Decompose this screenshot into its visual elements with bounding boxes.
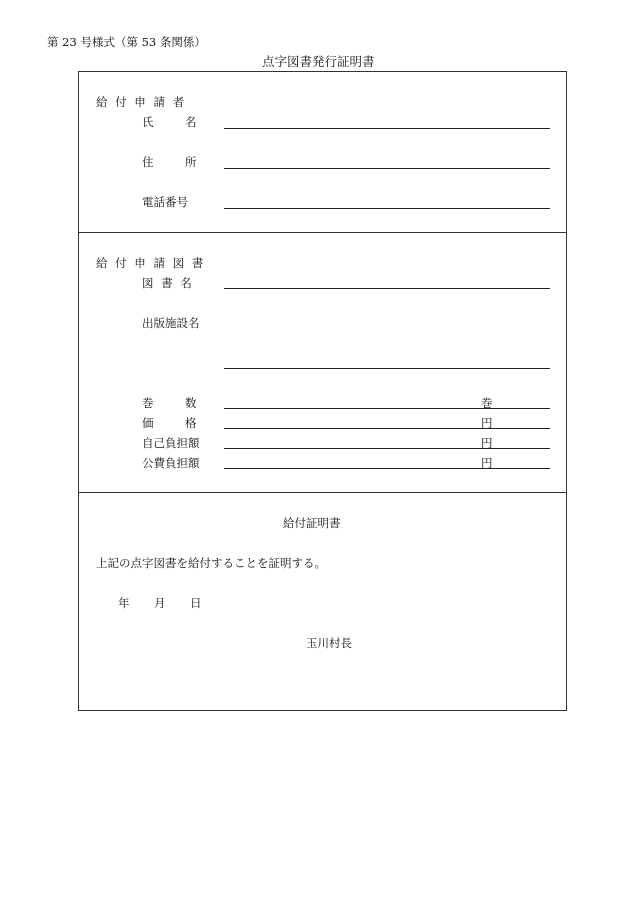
month-label: 月 bbox=[154, 596, 166, 610]
phone-label: 電話番号 bbox=[142, 195, 188, 209]
certificate-heading: 給付証明書 bbox=[283, 516, 341, 530]
certificate-statement: 上記の点字図書を給付することを証明する。 bbox=[96, 556, 326, 570]
self-pay-field[interactable] bbox=[224, 448, 550, 449]
public-pay-field[interactable] bbox=[224, 468, 550, 469]
price-field[interactable] bbox=[224, 428, 550, 429]
volumes-field[interactable] bbox=[224, 408, 550, 409]
self-pay-label: 自己負担額 bbox=[142, 436, 200, 450]
publisher-field[interactable] bbox=[224, 368, 550, 369]
publisher-label: 出版施設名 bbox=[142, 316, 200, 330]
address-label: 住 所 bbox=[142, 155, 207, 169]
name-field[interactable] bbox=[224, 128, 550, 129]
issuer-name: 玉川村長 bbox=[306, 636, 352, 650]
section-divider-2 bbox=[78, 492, 567, 493]
document-title: 点字図書発行証明書 bbox=[262, 54, 375, 69]
price-unit: 円 bbox=[481, 416, 493, 430]
year-label: 年 bbox=[118, 596, 130, 610]
book-heading: 給 付 申 請 図 書 bbox=[96, 256, 206, 270]
day-label: 日 bbox=[190, 596, 202, 610]
section-divider-1 bbox=[78, 232, 567, 233]
form-number: 第 23 号様式（第 53 条関係） bbox=[47, 35, 206, 49]
volumes-unit: 巻 bbox=[481, 396, 493, 410]
book-title-label: 図 書 名 bbox=[142, 276, 194, 290]
phone-field[interactable] bbox=[224, 208, 550, 209]
volumes-label: 巻 数 bbox=[142, 396, 207, 410]
price-label: 価 格 bbox=[142, 416, 207, 430]
book-title-field[interactable] bbox=[224, 288, 550, 289]
self-pay-unit: 円 bbox=[481, 436, 493, 450]
address-field[interactable] bbox=[224, 168, 550, 169]
public-pay-label: 公費負担額 bbox=[142, 456, 200, 470]
name-label: 氏 名 bbox=[142, 115, 207, 129]
applicant-heading: 給 付 申 請 者 bbox=[96, 95, 187, 109]
public-pay-unit: 円 bbox=[481, 456, 493, 470]
